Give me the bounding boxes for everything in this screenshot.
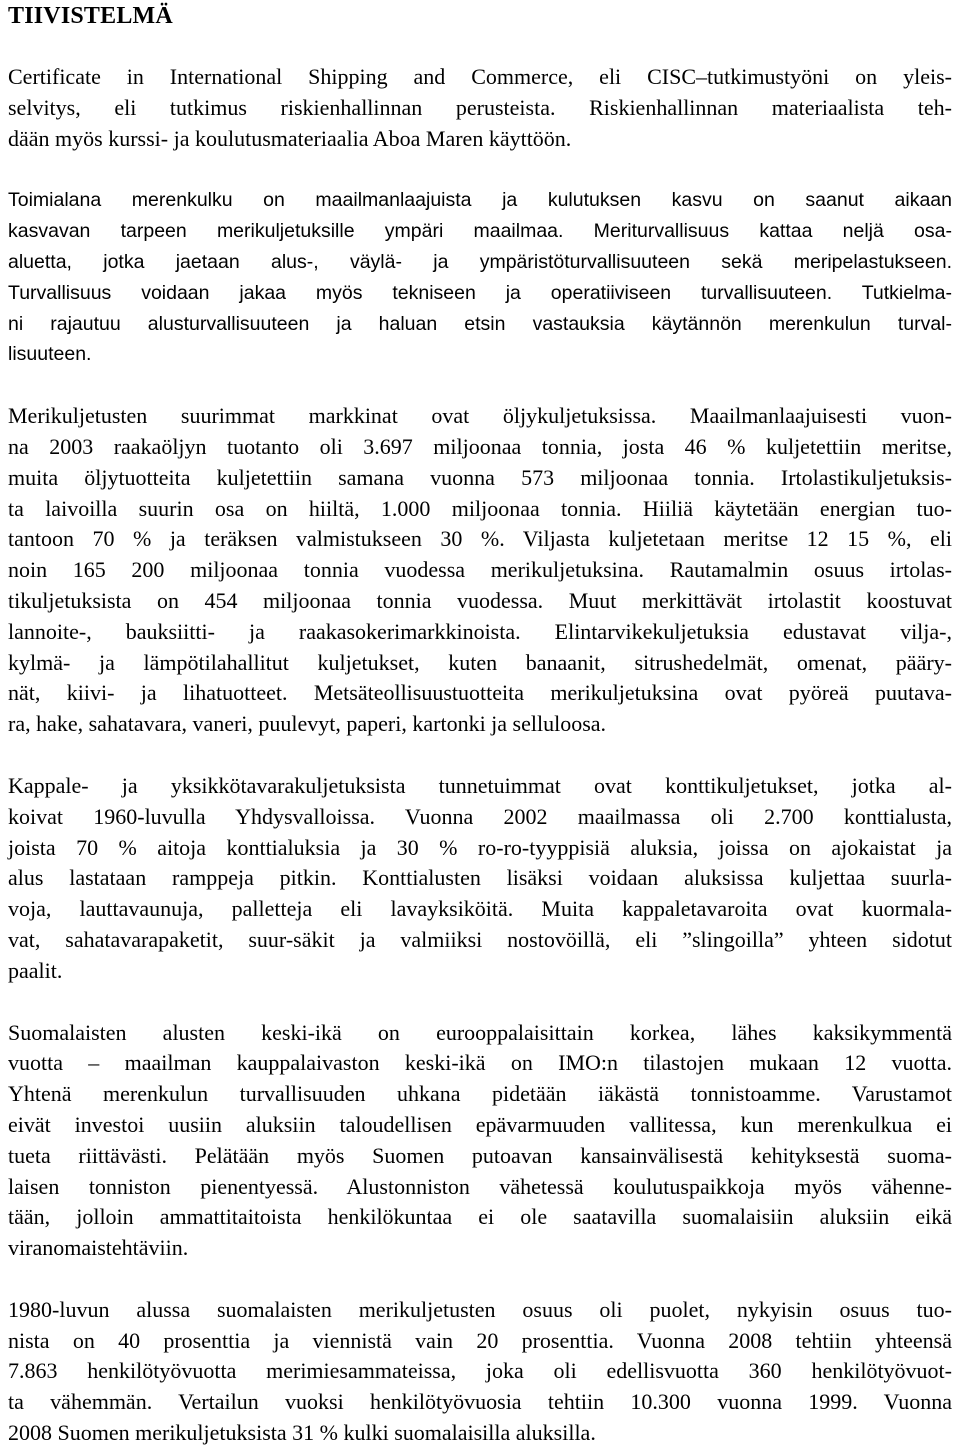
text-line: 7.863 henkilötyövuotta merimiesammateissa, joka oli edellisvuotta 360 henkilötyövuot- <box>8 1358 952 1384</box>
text-line: viranomaistehtäviin. <box>8 1235 189 1261</box>
text-line: kylmä- ja lämpötilahallitut kuljetukset, kuten banaanit, sitrushedelmät, omenat, pääry- <box>8 649 952 675</box>
paragraph-gap <box>8 154 952 185</box>
text-line: koivat 1960-luvulla Yhdysvalloissa. Vuonna 2002 maailmassa oli 2.700 konttialusta, <box>8 803 952 829</box>
page-title: TIIVISTELMÄ <box>8 3 173 29</box>
text-line: voja, lauttavaunuja, palletteja eli lavayksiköitä. Muita kappaletavaroita ovat kuormala- <box>8 896 952 922</box>
text-line: joista 70 % aitoja konttialuksia ja 30 % ro-ro-tyyppisiä aluksia, joissa on ajokaistat ja <box>8 834 952 860</box>
text-line: vat, sahatavarapaketit, suur-säkit ja valmiiksi nostovöillä, eli ”slingoilla” yhteen sidotut <box>8 926 952 952</box>
text-line: 1980-luvun alussa suomalaisten merikuljetusten osuus oli puolet, nykyisin osuus tuo- <box>8 1296 952 1322</box>
text-line: lannoite-, bauksiitti- ja raakasokerimarkkinoista. Elintarvikekuljetuksia edustavat vilja-, <box>8 618 952 644</box>
text-line: 2008 Suomen merikuljetuksista 31 % kulki suomalaisilla aluksilla. <box>8 1420 596 1446</box>
text-line: dään myös kurssi- ja koulutusmateriaalia Aboa Maren käyttöön. <box>8 125 572 151</box>
text-line: Merikuljetusten suurimmat markkinat ovat öljykuljetuksissa. Maailmanlaajuisesti vuon- <box>8 403 952 429</box>
text-line: aluetta, jotka jaetaan alus-, väylä- ja ympäristöturvallisuuteen sekä meripelastukseen. <box>8 250 952 273</box>
text-line: noin 165 200 miljoonaa tonnia vuodessa merikuljetuksina. Rautamalmin osuus irtolas- <box>8 557 952 583</box>
text-line: paalit. <box>8 957 63 983</box>
paragraph-1 <box>8 62 952 154</box>
text-line: Turvallisuus voidaan jakaa myös tekniseen ja operatiiviseen turvallisuuteen. Tutkielma- <box>8 281 952 304</box>
text-line: Kappale- ja yksikkötavarakuljetuksista tunnetuimmat ovat konttikuljetukset, jotka al- <box>8 772 952 798</box>
text-line: nät, kiivi- ja lihatuotteet. Metsäteollisuustuotteita merikuljetuksina ovat pyöreä puutava- <box>8 680 952 706</box>
text-line: lisuuteen. <box>8 343 92 366</box>
text-line: na 2003 raakaöljyn tuotanto oli 3.697 miljoonaa tonnia, josta 46 % kuljetettiin meritse, <box>8 433 952 459</box>
text-line: tikuljetuksista on 454 miljoonaa tonnia vuodessa. Muut merkittävät irtolastit koostuvat <box>8 587 952 613</box>
text-line: tään, jolloin ammattitaitoista henkilökuntaa ei ole saatavilla suomalaisiin aluksiin eikä <box>8 1204 952 1230</box>
text-line: kasvavan tarpeen merikuljetuksille ympäri maailmaa. Meriturvallisuus kattaa neljä osa- <box>8 220 952 243</box>
document-body <box>8 62 952 1449</box>
text-line: nista on 40 prosenttia ja viennistä vain 20 prosenttia. Vuonna 2008 tehtiin yhteensä <box>8 1327 952 1353</box>
text-line: vuotta – maailman kauppalaivaston keski-ikä on IMO:n tilastojen mukaan 12 vuotta. <box>8 1050 952 1076</box>
paragraph-gap <box>8 740 952 771</box>
paragraph-gap <box>8 370 952 401</box>
text-line: Toimialana merenkulku on maailmanlaajuista ja kulutuksen kasvu on saanut aikaan <box>8 189 952 212</box>
text-line: ta laivoilla suurin osa on hiiltä, 1.000 miljoonaa tonnia. Hiiliä käytetään energian tuo- <box>8 495 952 521</box>
text-line: muita öljytuotteita kuljetettiin samana vuonna 573 miljoonaa tonnia. Irtolastikuljetuksis- <box>8 464 952 490</box>
text-line: tantoon 70 % ja teräksen valmistukseen 30 %. Viljasta kuljetetaan meritse 12 15 %, eli <box>8 526 952 552</box>
text-line: laisen tonniston pienentyessä. Alustonniston vähetessä koulutuspaikkoja myös vähenne- <box>8 1173 952 1199</box>
text-line: ta vähemmän. Vertailun vuoksi henkilötyövuosia tehtiin 10.300 vuonna 1999. Vuonna <box>8 1389 952 1415</box>
paragraph-6 <box>8 1295 952 1449</box>
paragraph-3 <box>8 401 952 740</box>
paragraph-5 <box>8 1018 952 1264</box>
text-line: selvitys, eli tutkimus riskienhallinnan perusteista. Riskienhallinnan materiaalista teh- <box>8 94 952 120</box>
text-line: ni rajautuu alusturvallisuuteen ja haluan etsin vastauksia käytännön merenkulun turval- <box>8 312 952 335</box>
paragraph-gap <box>8 987 952 1018</box>
text-line: eivät investoi uusiin aluksiin taloudellisen epävarmuuden vallitessa, kun merenkulkua ei <box>8 1111 952 1137</box>
text-line: ra, hake, sahatavara, vaneri, puulevyt, paperi, kartonki ja selluloosa. <box>8 711 607 737</box>
paragraph-4 <box>8 771 952 987</box>
paragraph-2 <box>8 185 952 370</box>
text-line: Certificate in International Shipping and Commerce, eli CISC–tutkimustyöni on yleis- <box>8 64 952 89</box>
paragraph-gap <box>8 1264 952 1295</box>
text-line: alus lastataan ramppeja pitkin. Konttialusten lisäksi voidaan aluksissa kuljettaa suurla- <box>8 865 952 891</box>
text-line: Yhtenä merenkulun turvallisuuden uhkana pidetään iäkästä tonnistoamme. Varustamot <box>8 1081 952 1107</box>
text-line: tueta riittävästi. Pelätään myös Suomen putoavan kansainvälisestä kehityksestä suoma- <box>8 1142 952 1168</box>
text-line: Suomalaisten alusten keski-ikä on eurooppalaisittain korkea, lähes kaksikymmentä <box>8 1019 952 1045</box>
